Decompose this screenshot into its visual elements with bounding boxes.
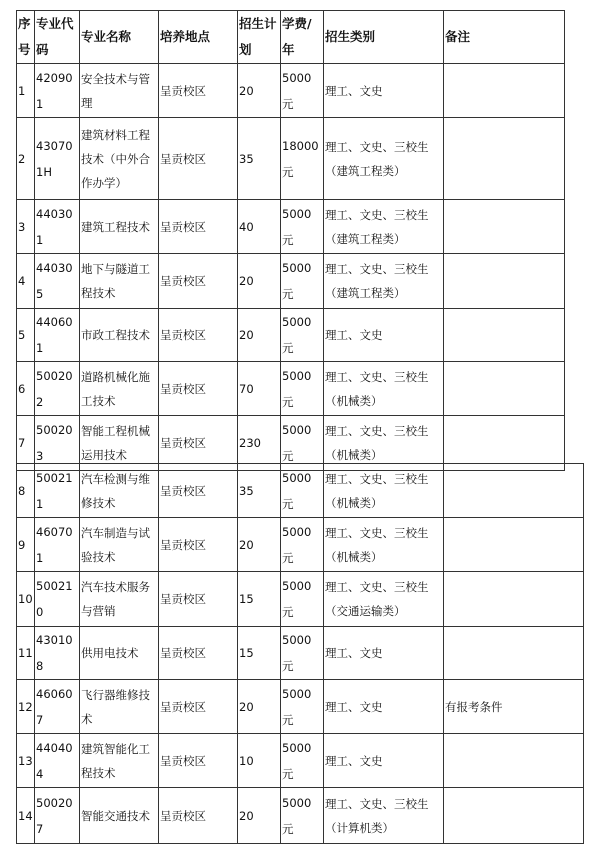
- cell-seq: 3: [17, 200, 35, 254]
- table-row: [17, 64, 565, 118]
- cell-quota: 10: [238, 734, 281, 788]
- cell-category: 理工、文史、三校生（计算机类）: [324, 788, 444, 844]
- header-location: 培养地点: [159, 11, 238, 64]
- cell-seq: 11: [17, 627, 35, 680]
- cell-quota: 35: [238, 464, 281, 518]
- cell-fee: 5000元: [281, 362, 324, 416]
- cell-quota: 70: [238, 362, 281, 416]
- cell-code: 420901: [35, 64, 80, 118]
- cell-seq: 7: [17, 416, 35, 471]
- cell-quota: 15: [238, 572, 281, 627]
- enrollment-table-2: [16, 463, 584, 844]
- cell-seq: 10: [17, 572, 35, 627]
- cell-fee: 5000元: [281, 734, 324, 788]
- table-row: [17, 464, 584, 518]
- cell-quota: 20: [238, 64, 281, 118]
- cell-quota: 20: [238, 309, 281, 362]
- cell-seq: 1: [17, 64, 35, 118]
- cell-note: [444, 518, 584, 572]
- cell-category: 理工、文史、三校生（机械类）: [324, 362, 444, 416]
- header-name: 专业名称: [80, 11, 159, 64]
- cell-seq: 6: [17, 362, 35, 416]
- cell-location: 呈贡校区: [159, 362, 238, 416]
- cell-fee: 5000元: [281, 518, 324, 572]
- cell-name: 智能交通技术: [80, 788, 159, 844]
- cell-location: 呈贡校区: [159, 572, 238, 627]
- table-row: [17, 254, 565, 309]
- cell-category: 理工、文史、三校生（建筑工程类）: [324, 118, 444, 200]
- cell-quota: 40: [238, 200, 281, 254]
- cell-location: 呈贡校区: [159, 464, 238, 518]
- cell-seq: 13: [17, 734, 35, 788]
- cell-name: 建筑材料工程技术（中外合作办学）: [80, 118, 159, 200]
- table-row: [17, 788, 584, 844]
- cell-note: [444, 788, 584, 844]
- cell-note: [444, 362, 565, 416]
- cell-location: 呈贡校区: [159, 200, 238, 254]
- header-category: 招生类别: [324, 11, 444, 64]
- cell-quota: 15: [238, 627, 281, 680]
- cell-note: 有报考条件: [444, 680, 584, 734]
- header-note: 备注: [444, 11, 565, 64]
- table-row: [17, 309, 565, 362]
- cell-name: 建筑智能化工程技术: [80, 734, 159, 788]
- cell-fee: 5000元: [281, 254, 324, 309]
- cell-fee: 5000元: [281, 788, 324, 844]
- cell-fee: 18000元: [281, 118, 324, 200]
- cell-name: 地下与隧道工程技术: [80, 254, 159, 309]
- header-row: [17, 11, 565, 64]
- cell-seq: 2: [17, 118, 35, 200]
- cell-category: 理工、文史、三校生（机械类）: [324, 518, 444, 572]
- cell-code: 460607: [35, 680, 80, 734]
- cell-location: 呈贡校区: [159, 416, 238, 471]
- cell-fee: 5000元: [281, 416, 324, 471]
- cell-seq: 14: [17, 788, 35, 844]
- cell-seq: 8: [17, 464, 35, 518]
- cell-category: 理工、文史、三校生（交通运输类）: [324, 572, 444, 627]
- cell-category: 理工、文史: [324, 627, 444, 680]
- header-seq: 序号: [17, 11, 35, 64]
- cell-name: 市政工程技术: [80, 309, 159, 362]
- cell-location: 呈贡校区: [159, 680, 238, 734]
- cell-fee: 5000元: [281, 309, 324, 362]
- cell-quota: 20: [238, 254, 281, 309]
- table-row: [17, 518, 584, 572]
- cell-seq: 5: [17, 309, 35, 362]
- table-row: [17, 572, 584, 627]
- cell-code: 440404: [35, 734, 80, 788]
- cell-code: 500210: [35, 572, 80, 627]
- cell-category: 理工、文史: [324, 734, 444, 788]
- cell-category: 理工、文史、三校生（建筑工程类）: [324, 254, 444, 309]
- cell-fee: 5000元: [281, 200, 324, 254]
- cell-note: [444, 118, 565, 200]
- cell-category: 理工、文史、三校生（建筑工程类）: [324, 200, 444, 254]
- cell-name: 供用电技术: [80, 627, 159, 680]
- cell-code: 440301: [35, 200, 80, 254]
- cell-location: 呈贡校区: [159, 254, 238, 309]
- table-row: [17, 627, 584, 680]
- cell-category: 理工、文史: [324, 680, 444, 734]
- cell-seq: 12: [17, 680, 35, 734]
- cell-code: 500202: [35, 362, 80, 416]
- cell-code: 460701: [35, 518, 80, 572]
- cell-location: 呈贡校区: [159, 627, 238, 680]
- table-row: [17, 200, 565, 254]
- header-code: 专业代码: [35, 11, 80, 64]
- cell-note: [444, 254, 565, 309]
- header-quota: 招生计划: [238, 11, 281, 64]
- cell-quota: 20: [238, 788, 281, 844]
- cell-location: 呈贡校区: [159, 118, 238, 200]
- cell-quota: 35: [238, 118, 281, 200]
- cell-fee: 5000元: [281, 464, 324, 518]
- cell-code: 500211: [35, 464, 80, 518]
- table-row: [17, 734, 584, 788]
- cell-quota: 20: [238, 518, 281, 572]
- cell-fee: 5000元: [281, 680, 324, 734]
- cell-location: 呈贡校区: [159, 309, 238, 362]
- cell-category: 理工、文史、三校生（机械类）: [324, 464, 444, 518]
- table-row: [17, 118, 565, 200]
- cell-note: [444, 734, 584, 788]
- cell-note: [444, 627, 584, 680]
- cell-fee: 5000元: [281, 572, 324, 627]
- cell-name: 飞行器维修技术: [80, 680, 159, 734]
- table-row: [17, 680, 584, 734]
- cell-quota: 230: [238, 416, 281, 471]
- cell-name: 安全技术与管理: [80, 64, 159, 118]
- cell-category: 理工、文史、三校生（机械类）: [324, 416, 444, 471]
- cell-location: 呈贡校区: [159, 518, 238, 572]
- cell-location: 呈贡校区: [159, 734, 238, 788]
- cell-code: 440601: [35, 309, 80, 362]
- cell-quota: 20: [238, 680, 281, 734]
- cell-seq: 4: [17, 254, 35, 309]
- table-row: [17, 362, 565, 416]
- cell-note: [444, 464, 584, 518]
- cell-note: [444, 309, 565, 362]
- cell-location: 呈贡校区: [159, 788, 238, 844]
- cell-name: 汽车技术服务与营销: [80, 572, 159, 627]
- cell-code: 430108: [35, 627, 80, 680]
- cell-note: [444, 572, 584, 627]
- cell-code: 500203: [35, 416, 80, 471]
- cell-name: 道路机械化施工技术: [80, 362, 159, 416]
- cell-fee: 5000元: [281, 627, 324, 680]
- cell-code: 500207: [35, 788, 80, 844]
- cell-name: 汽车制造与试验技术: [80, 518, 159, 572]
- cell-name: 建筑工程技术: [80, 200, 159, 254]
- cell-fee: 5000元: [281, 64, 324, 118]
- cell-note: [444, 64, 565, 118]
- cell-location: 呈贡校区: [159, 64, 238, 118]
- cell-category: 理工、文史: [324, 309, 444, 362]
- cell-note: [444, 200, 565, 254]
- cell-name: 汽车检测与维修技术: [80, 464, 159, 518]
- cell-seq: 9: [17, 518, 35, 572]
- cell-name: 智能工程机械运用技术: [80, 416, 159, 471]
- cell-category: 理工、文史: [324, 64, 444, 118]
- enrollment-table-1: [16, 10, 565, 471]
- cell-code: 440305: [35, 254, 80, 309]
- header-fee: 学费/年: [281, 11, 324, 64]
- cell-code: 430701H: [35, 118, 80, 200]
